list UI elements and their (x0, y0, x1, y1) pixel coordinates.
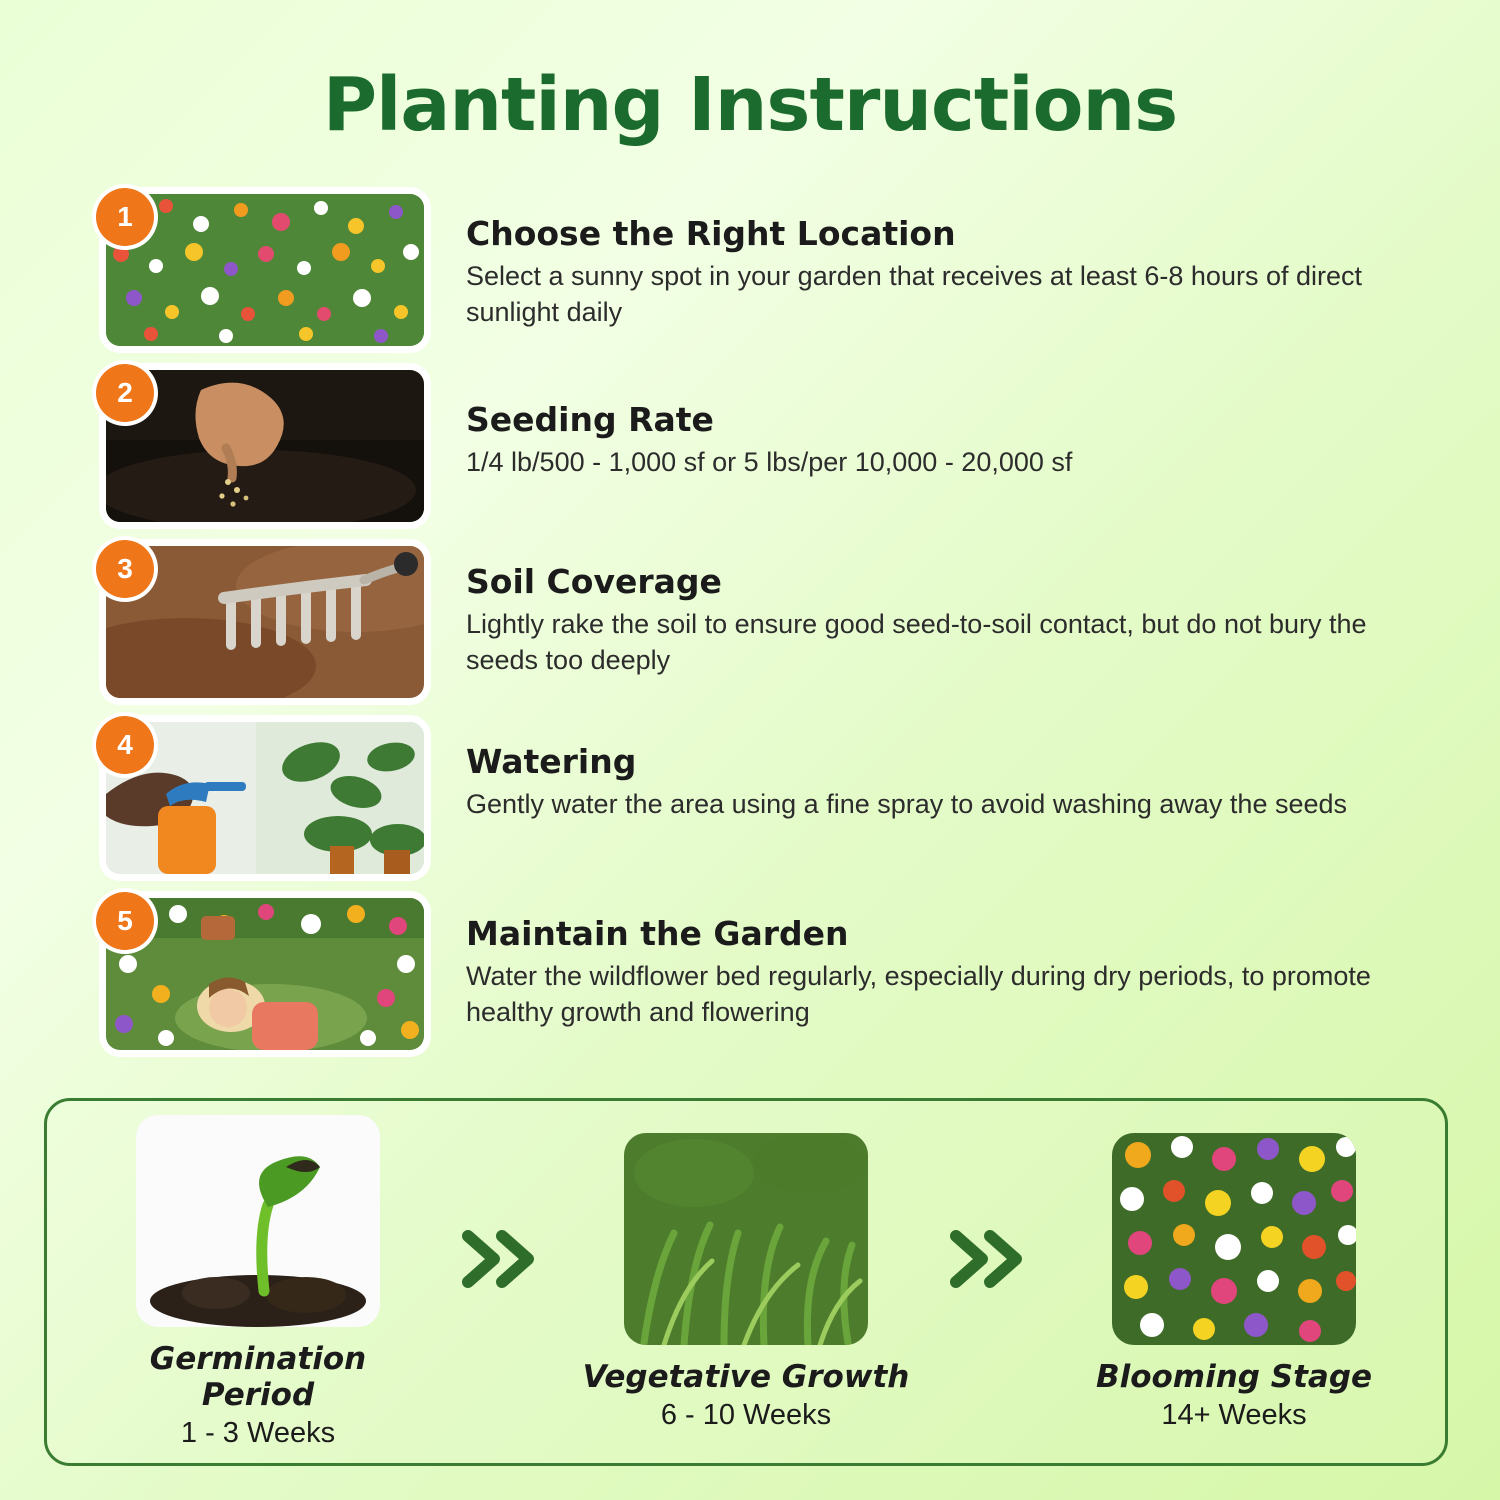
growth-timeline-panel (44, 1098, 1448, 1466)
timeline-stage (93, 1115, 423, 1450)
step-thumbnail-wrap (96, 716, 426, 884)
step-item (96, 892, 1420, 1060)
stage-duration: 6 - 10 Weeks (660, 1398, 832, 1431)
double-chevron-right-icon (945, 1230, 1035, 1288)
step-number-badge: 5 (96, 892, 154, 950)
step-text (426, 892, 1406, 1030)
stage-name: Vegetative Growth (582, 1358, 910, 1395)
step-text (426, 716, 1347, 823)
green-foliage-photo (624, 1133, 868, 1345)
timeline-stage (581, 1133, 911, 1432)
step-text (426, 540, 1406, 678)
step-description: 1/4 lb/500 - 1,000 sf or 5 lbs/per 10,000 - 20,000 sf (466, 447, 1073, 477)
step-title: Maintain the Garden (466, 914, 849, 953)
steps-list (0, 188, 1500, 1060)
step-title: Choose the Right Location (466, 214, 956, 253)
step-item (96, 540, 1420, 708)
step-description: Water the wildflower bed regularly, especially during dry periods, to promote healthy growth and flowering (466, 961, 1371, 1027)
step-thumbnail-wrap (96, 188, 426, 356)
step-item (96, 188, 1420, 356)
step-number-badge: 2 (96, 364, 154, 422)
step-thumbnail-wrap (96, 892, 426, 1060)
step-number-badge: 3 (96, 540, 154, 598)
step-thumbnail-wrap (96, 364, 426, 532)
step-item (96, 716, 1420, 884)
step-description: Select a sunny spot in your garden that receives at least 6-8 hours of direct sunlight daily (466, 261, 1362, 327)
stage-name: Blooming Stage (1095, 1358, 1373, 1395)
step-number-badge: 4 (96, 716, 154, 774)
step-number-badge: 1 (96, 188, 154, 246)
stage-name: Germination Period (149, 1340, 367, 1413)
page-title: Planting Instructions (322, 62, 1178, 148)
stage-duration: 1 - 3 Weeks (180, 1416, 336, 1449)
step-text (426, 188, 1406, 330)
step-description: Lightly rake the soil to ensure good seed-to-soil contact, but do not bury the seeds too deeply (466, 609, 1367, 675)
step-title: Seeding Rate (466, 400, 714, 439)
stage-duration: 14+ Weeks (1161, 1398, 1307, 1431)
step-title: Soil Coverage (466, 562, 722, 601)
sprouting-seedling-photo (136, 1115, 380, 1327)
timeline-stage (1069, 1133, 1399, 1432)
step-description: Gently water the area using a fine spray to avoid washing away the seeds (466, 789, 1348, 819)
double-chevron-right-icon (457, 1230, 547, 1288)
blooming-wildflowers-photo (1112, 1133, 1356, 1345)
step-item (96, 364, 1420, 532)
step-thumbnail-wrap (96, 540, 426, 708)
step-title: Watering (466, 742, 637, 781)
step-text (426, 364, 1072, 481)
